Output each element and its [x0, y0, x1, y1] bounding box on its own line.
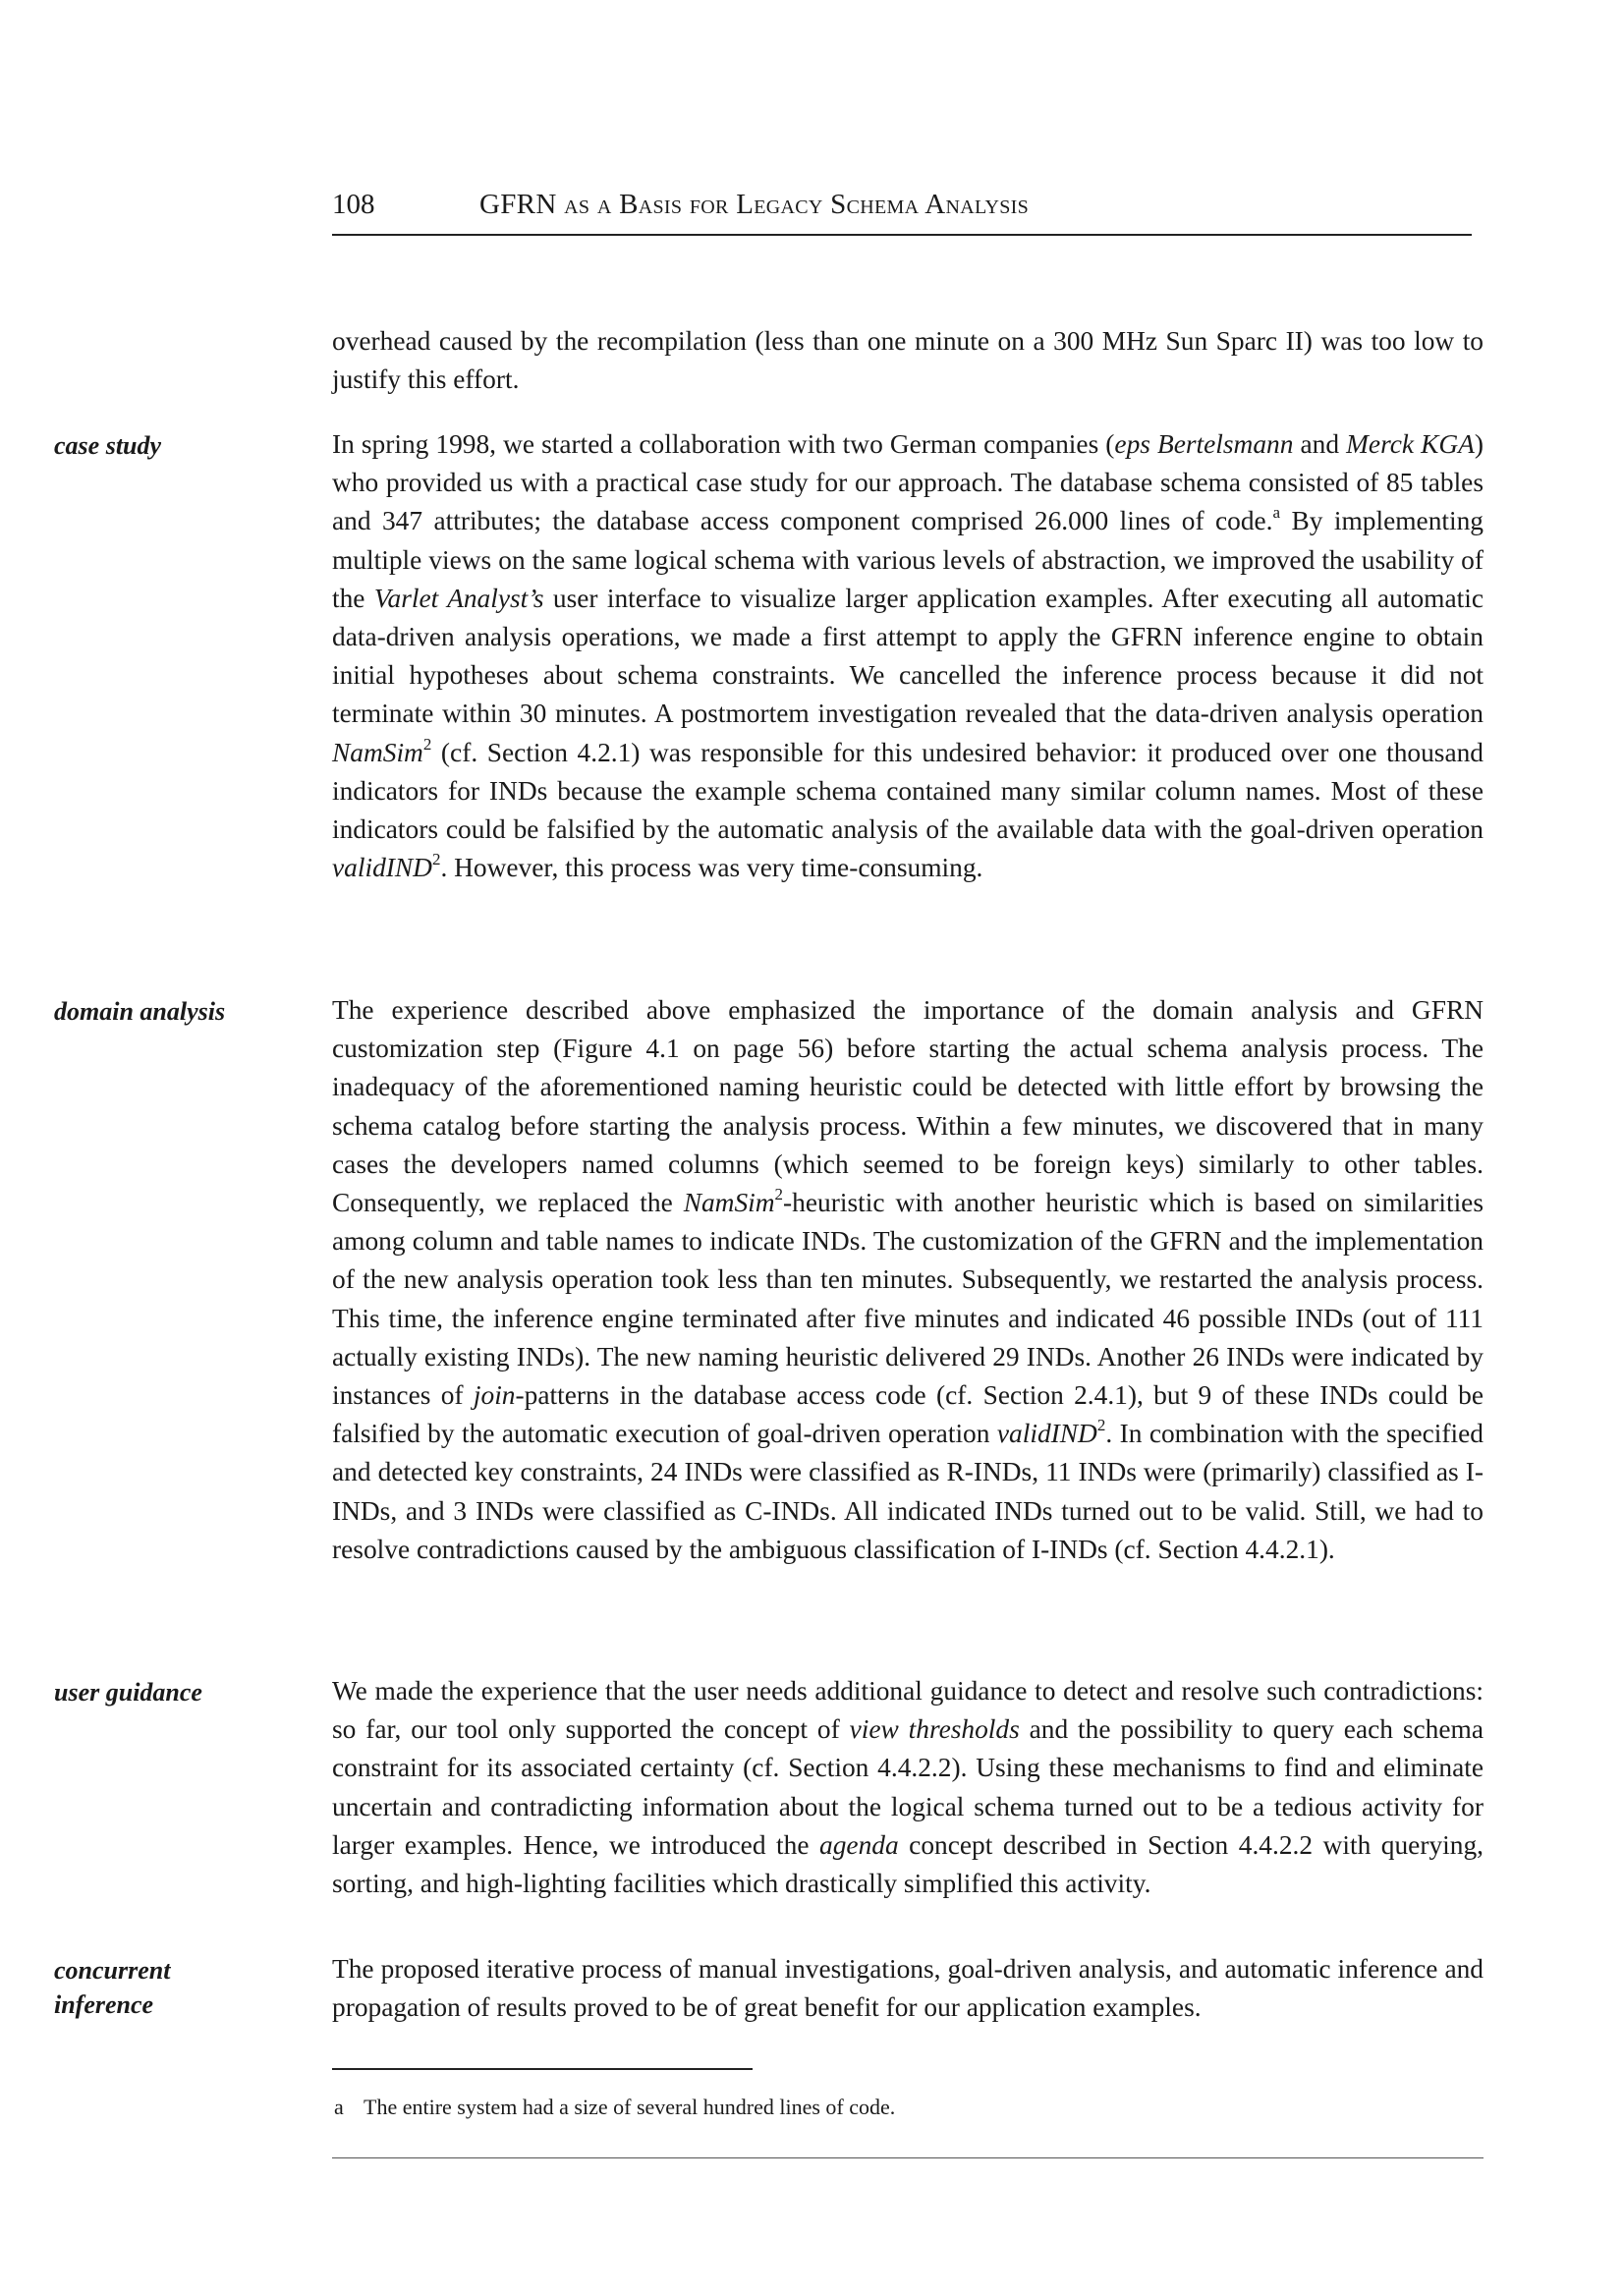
margin-note-case-study: case study	[54, 431, 162, 460]
margin-note-line: concurrent	[54, 1956, 171, 1985]
margin-note-user-guidance: user guidance	[54, 1678, 202, 1707]
bottom-rule	[332, 2157, 1484, 2158]
paragraph-continuation	[332, 322, 1484, 399]
paragraph-domain-analysis	[332, 991, 1484, 1569]
paragraph-text: We made the experience that the user needs additional guidance to detect and resolve such contradictions: so far, our tool only supported the concept of view thresholds and the possibility to query each schema constraint for its associated certainty (cf. Section 4.4.2.2). Using these mechanisms to find and eliminate uncertain and contradicting information about the logical schema turned out to be a tedious activity for larger examples. Hence, we introduced the agenda concept described in Section 4.4.2.2 with querying, sorting, and high-lighting facilities which drastically simplified this activity.	[332, 1676, 1484, 1899]
footnote-text: The entire system had a size of several hundred lines of code.	[364, 2095, 896, 2119]
footnote	[334, 2093, 895, 2122]
paragraph-text: In spring 1998, we started a collaboration with two German companies (eps Bertelsmann and Merck KGA) who provided us with a practical case study for our approach. The database schema consisted of 85 tables and 347 attributes; the database access component comprised 26.000 lines of code.$^a$ By implementing multiple views on the same logical schema with various levels of abstraction, we improved the usability of the Varlet Analyst’s user interface to visualize larger application examples. After executing all automatic data-driven analysis operations, we made a first attempt to apply the GFRN inference engine to obtain initial hypotheses about schema constraints. We cancelled the inference process because it did not terminate within 30 minutes. A postmortem investigation revealed that the data-driven analysis operation NamSim$^2$ (cf. Section 4.2.1) was responsible for this undesired behavior: it produced over one thousand indicators for INDs because the example schema contained many similar column names. Most of these indicators could be falsified by the automatic analysis of the available data with the goal-driven operation validIND$^2$. However, this process was very time-consuming.	[332, 429, 1484, 883]
paragraph-user-guidance	[332, 1672, 1484, 1903]
paragraph-text: The experience described above emphasized the importance of the domain analysis and GFRN customization step (Figure 4.1 on page 56) before starting the actual schema analysis process. The inadequacy of the aforementioned naming heuristic could be detected with little effort by browsing the schema catalog before starting the analysis process. Within a few minutes, we discovered that in many cases the developers named columns (which seemed to be foreign keys) similarly to other tables. Consequently, we replaced the NamSim$^2$-heuristic with another heuristic which is based on similarities among column and table names to indicate INDs. The customization of the GFRN and the implementation of the new analysis operation took less than ten minutes. Subsequently, we restarted the analysis process. This time, the inference engine terminated after five minutes and indicated 46 possible INDs (out of 111 actually existing INDs). The new naming heuristic delivered 29 INDs. Another 26 INDs were indicated by instances of join-patterns in the database access code (cf. Section 2.4.1), but 9 of these INDs could be falsified by the automatic execution of goal-driven operation validIND$^2$. In combination with the specified and detected key constraints, 24 INDs were classified as R-INDs, 11 INDs were (primarily) classified as I-INDs, and 3 INDs were classified as C-INDs. All indicated INDs turned out to be valid. Still, we had to resolve contradictions caused by the ambiguous classification of I-INDs (cf. Section 4.4.2.1).	[332, 995, 1484, 1564]
running-title: GFRN as a Basis for Legacy Schema Analysis	[479, 189, 1030, 220]
paragraph-text: The proposed iterative process of manual investigations, goal-driven analysis, and automatic inference and propagation of results proved to be of great benefit for our application examples.	[332, 1954, 1484, 2023]
footnote-marker: a	[1272, 503, 1281, 523]
margin-note-concurrent-inference	[54, 1953, 290, 2022]
page-number: 108	[332, 189, 375, 220]
margin-note-domain-analysis: domain analysis	[54, 997, 226, 1026]
running-header	[332, 185, 1472, 236]
margin-note-line: inference	[54, 1990, 154, 2019]
footnote-mark: a	[334, 2095, 344, 2119]
paragraph-case-study	[332, 425, 1484, 887]
footnote-rule	[332, 2068, 753, 2070]
paragraph-concurrent-inference	[332, 1950, 1484, 2027]
paragraph-text: overhead caused by the recompilation (less than one minute on a 300 MHz Sun Sparc II) was too low to justify this effort.	[332, 326, 1484, 395]
